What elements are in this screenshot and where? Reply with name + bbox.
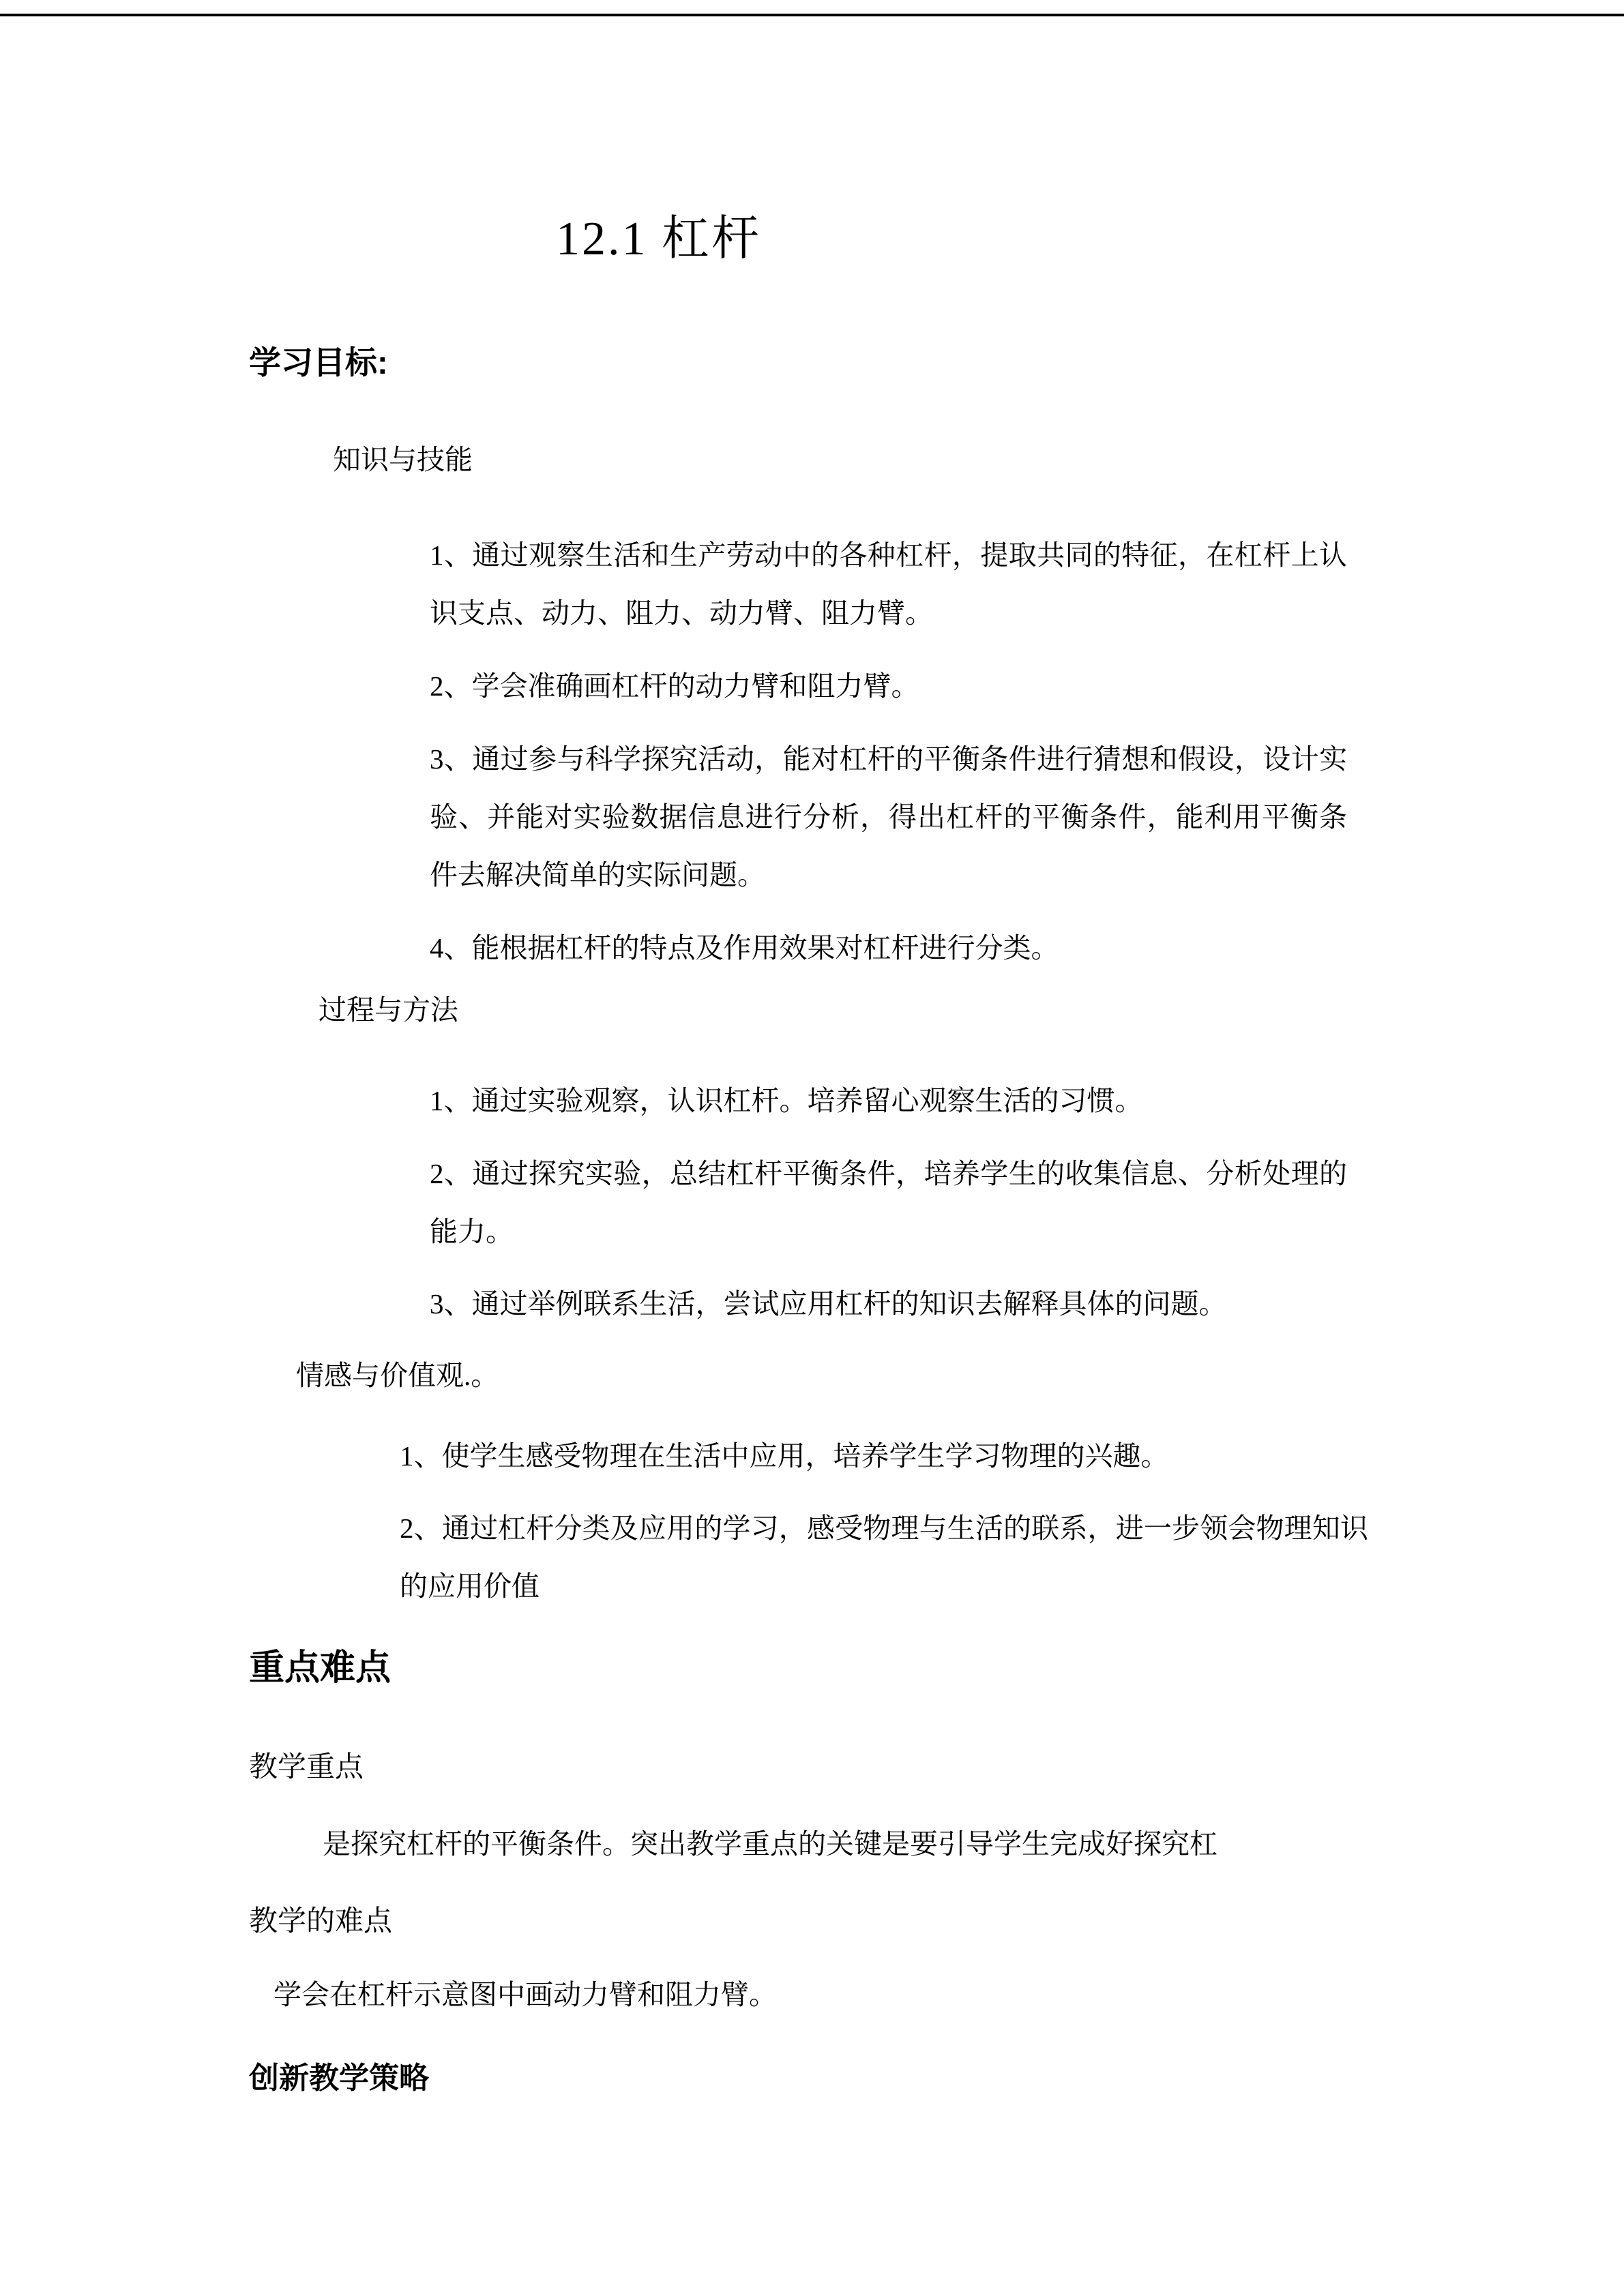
knowledge-item: 3、通过参与科学探究活动，能对杠杆的平衡条件进行猜想和假设，设计实验、并能对实验数据信息进行分析，得出杠杆的平衡条件，能利用平衡条件去解决简单的实际问题。 bbox=[430, 743, 1347, 891]
emotion-values-list bbox=[400, 1427, 1368, 1616]
emotion-item: 2、通过杠杆分类及应用的学习，感受物理与生活的联系，进一步领会物理知识的应用价值 bbox=[400, 1512, 1368, 1602]
process-methods-subheading: 过程与方法 bbox=[319, 994, 458, 1026]
knowledge-item: 1、通过观察生活和生产劳动中的各种杠杆，提取共同的特征，在杠杆上认识支点、动力、阻力、动力臂、阻力臂。 bbox=[430, 539, 1347, 629]
teaching-focus-label: 教学重点 bbox=[249, 1751, 364, 1783]
knowledge-item: 4、能根据杠杆的特点及作用效果对杠杆进行分类。 bbox=[430, 931, 1059, 964]
teaching-difficulty-label: 教学的难点 bbox=[249, 1905, 393, 1937]
emotion-values-subheading: 情感与价值观.。 bbox=[296, 1360, 499, 1392]
knowledge-skills-subheading: 知识与技能 bbox=[333, 444, 473, 476]
learning-goals-heading: 学习目标: bbox=[249, 344, 388, 381]
teaching-focus-text: 是探究杠杆的平衡条件。突出教学重点的关键是要引导学生完成好探究杠 bbox=[323, 1828, 1217, 1860]
process-item: 2、通过探究实验，总结杠杆平衡条件，培养学生的收集信息、分析处理的能力。 bbox=[430, 1157, 1347, 1247]
process-methods-list bbox=[430, 1072, 1347, 1333]
teaching-difficulty-text: 学会在杠杆示意图中画动力臂和阻力臂。 bbox=[274, 1979, 777, 2011]
document-title: 12.1 杠杆 bbox=[556, 213, 761, 265]
process-item: 1、通过实验观察，认识杠杆。培养留心观察生活的习惯。 bbox=[430, 1084, 1143, 1116]
innovation-strategy-heading: 创新教学策略 bbox=[249, 2061, 429, 2095]
knowledge-skills-list bbox=[430, 526, 1347, 976]
key-points-heading: 重点难点 bbox=[249, 1648, 392, 1688]
knowledge-item: 2、学会准确画杠杆的动力臂和阻力臂。 bbox=[430, 670, 919, 702]
process-item: 3、通过举例联系生活，尝试应用杠杆的知识去解释具体的问题。 bbox=[430, 1288, 1227, 1320]
document-page bbox=[0, 16, 1624, 2098]
emotion-item: 1、使学生感受物理在生活中应用，培养学生学习物理的兴趣。 bbox=[400, 1440, 1169, 1472]
